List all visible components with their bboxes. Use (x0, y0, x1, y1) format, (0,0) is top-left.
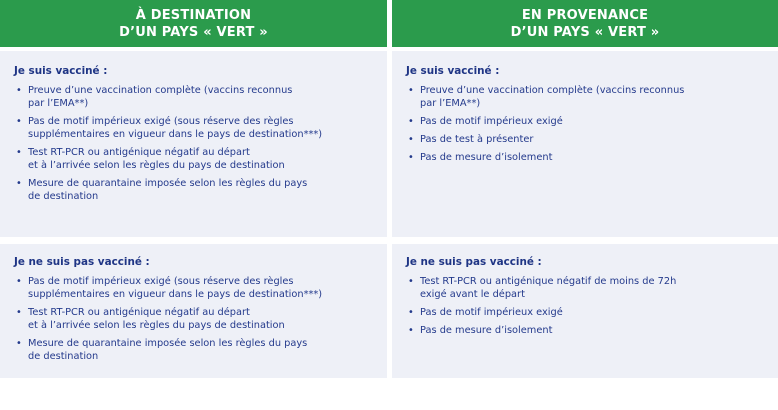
rule-item: • Test RT-PCR ou antigénique négatif au départ et à l’arrivée selon les règles du pays de destination (14, 146, 387, 172)
cell-heading: Je suis vacciné : (14, 65, 108, 77)
header-provenance-line-1: EN PROVENANCE (521, 7, 649, 23)
rule-list (14, 275, 387, 363)
rule-item: • Pas de motif impérieux exigé (406, 306, 778, 319)
cell-heading: Je suis vacciné : (406, 65, 500, 77)
rule-item: • Preuve d’une vaccination complète (vaccins reconnus par l’EMA**) (406, 84, 778, 110)
rule-item: • Pas de motif impérieux exigé (406, 115, 778, 128)
header-destination-line-1: À DESTINATION (135, 7, 252, 23)
cell-provenance-not-vaccinated (392, 244, 778, 378)
rule-list (14, 84, 387, 203)
rule-item: • Test RT-PCR ou antigénique négatif au départ et à l’arrivée selon les règles du pays de destination (14, 306, 387, 332)
rule-item: • Preuve d’une vaccination complète (vaccins reconnus par l’EMA**) (14, 84, 387, 110)
rule-item: • Pas de mesure d’isolement (406, 324, 778, 337)
rule-item: • Mesure de quarantaine imposée selon les règles du pays de destination (14, 177, 387, 203)
rule-item: • Test RT-PCR ou antigénique négatif de moins de 72h exigé avant le départ (406, 275, 778, 301)
header-provenance (392, 0, 778, 47)
rule-item: • Mesure de quarantaine imposée selon les règles du pays de destination (14, 337, 387, 363)
rule-item: • Pas de motif impérieux exigé (sous réserve des règles supplémentaires en vigueur dans le pays de destination***) (14, 115, 387, 141)
rule-item: • Pas de mesure d’isolement (406, 151, 778, 164)
rule-list (406, 84, 778, 164)
rule-item: • Pas de test à présenter (406, 133, 778, 146)
header-destination (0, 0, 387, 47)
cell-provenance-vaccinated (392, 51, 778, 237)
cell-heading: Je ne suis pas vacciné : (14, 256, 150, 268)
rule-item: • Pas de motif impérieux exigé (sous réserve des règles supplémentaires en vigueur dans le pays de destination***) (14, 275, 387, 301)
header-provenance-line-2: D’UN PAYS « VERT » (510, 24, 660, 40)
rule-list (406, 275, 778, 337)
cell-destination-vaccinated (0, 51, 387, 237)
cell-heading: Je ne suis pas vacciné : (406, 256, 542, 268)
cell-destination-not-vaccinated (0, 244, 387, 378)
header-destination-line-2: D’UN PAYS « VERT » (119, 24, 268, 40)
